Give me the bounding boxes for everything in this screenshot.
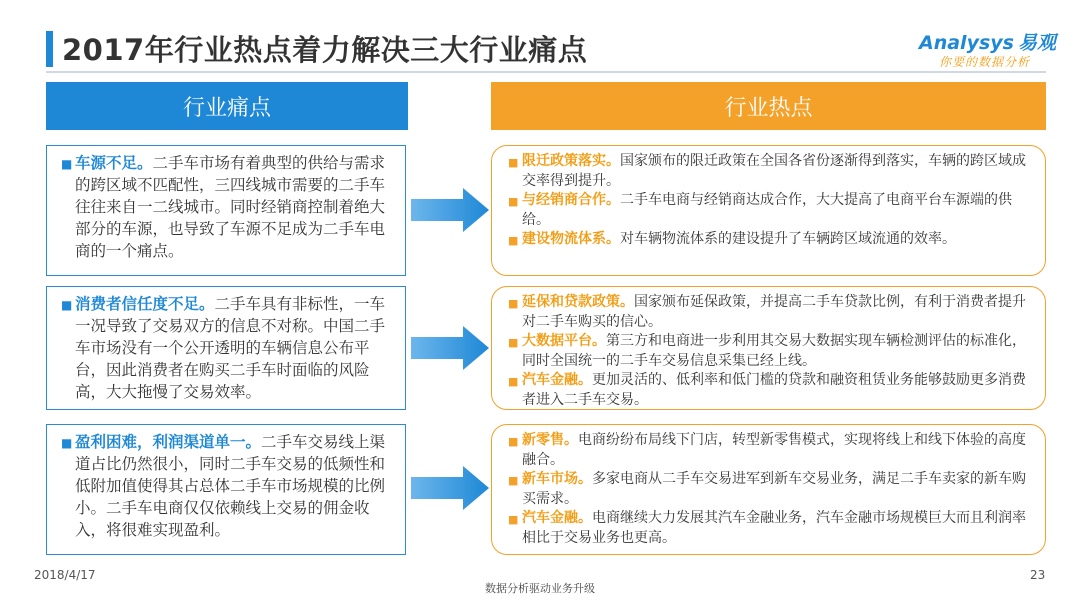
- square-bullet-icon: ■: [508, 234, 519, 247]
- square-bullet-icon: ■: [508, 474, 519, 487]
- square-bullet-icon: ■: [508, 435, 519, 448]
- square-bullet-icon: ■: [508, 375, 519, 388]
- hot-spot-text: 电商继续大力发展其汽车金融业务，汽车金融市场规模巨大而且利润率相比于交易业务也更高。: [522, 510, 1026, 546]
- title-divider: [46, 71, 1046, 73]
- pain-point-text: 二手车市场有着典型的供给与需求的跨区域不匹配性，三四线城市需要的二手车往往来自一二线城市。同时经销商控制着绝大部分的车源，也导致了车源不足成为二手车电商的一个痛点。: [75, 154, 386, 260]
- hot-spot-head: 新零售。: [522, 432, 578, 448]
- hot-spot-item: [508, 152, 1033, 191]
- hot-spot-item: [508, 191, 1033, 230]
- hot-spot-box-2: [491, 286, 1046, 410]
- right-arrow-icon: [411, 466, 489, 510]
- hot-spot-item: [508, 431, 1033, 470]
- page-title: 2017年行业热点着力解决三大行业痛点: [62, 33, 588, 67]
- hot-spot-text: 国家颁布的限迁政策在全国各省份逐渐得到落实，车辆的跨区域成交率得到提升。: [522, 153, 1026, 189]
- pain-point-text: 二手车具有非标性，一车一况导致了交易双方的信息不对称。中国二手车市场没有一个公开透明的车辆信息公布平台，因此消费者在购买二手车时面临的风险高，大大拖慢了交易效率。: [75, 295, 386, 401]
- hot-spot-item: [508, 371, 1033, 410]
- logo-brand-cn: 易观: [1017, 32, 1056, 54]
- pain-point-box-2: [46, 286, 406, 410]
- square-bullet-icon: ■: [508, 195, 519, 208]
- hot-spot-item: [508, 470, 1033, 509]
- square-bullet-icon: ■: [508, 336, 519, 349]
- hot-spot-head: 延保和贷款政策。: [522, 294, 634, 310]
- hot-spot-item: [508, 230, 1033, 251]
- hot-spot-text: 二手车电商与经销商达成合作，大大提高了电商平台车源端的供给。: [522, 192, 1012, 228]
- hot-spot-text: 对车辆物流体系的建设提升了车辆跨区域流通的效率。: [620, 231, 956, 247]
- hot-spot-text: 第三方和电商进一步利用其交易大数据实现车辆检测评估的标准化，同时全国统一的二手车交易信息采集已经上线。: [522, 333, 1026, 369]
- hot-spot-text: 更加灵活的、低利率和低门槛的贷款和融资租赁业务能够鼓励更多消费者进入二手车交易。: [522, 372, 1026, 408]
- pain-point-box-3: [46, 424, 406, 555]
- page-number: 23: [1030, 568, 1046, 582]
- pain-points-header: 行业痛点: [46, 82, 408, 130]
- title-accent-bar: [46, 31, 53, 67]
- square-bullet-icon: ■: [61, 298, 73, 312]
- analysys-logo: [919, 28, 1059, 72]
- pain-point-head: 车源不足。: [75, 154, 153, 172]
- logo-brand-en: Analysys: [919, 32, 1014, 54]
- hot-spot-head: 限迁政策落实。: [522, 153, 620, 169]
- square-bullet-icon: ■: [508, 513, 519, 526]
- pain-point-text: 二手车交易线上渠道占比仍然很小，同时二手车交易的低频性和低附加值使得其占总体二手车市场规模的比例小。二手车电商仅仅依赖线上交易的佣金收入，将很难实现盈利。: [75, 433, 386, 539]
- hot-spot-text: 国家颁布延保政策，并提高二手车贷款比例，有利于消费者提升对二手车购买的信心。: [522, 294, 1026, 330]
- right-arrow-icon: [411, 188, 489, 232]
- hot-spot-text: 多家电商从二手车交易进军到新车交易业务，满足二手车卖家的新车购买需求。: [522, 471, 1026, 507]
- hot-spot-head: 汽车金融。: [522, 372, 592, 388]
- hot-spot-item: [508, 509, 1033, 548]
- hot-spot-text: 电商纷纷布局线下门店，转型新零售模式，实现将线上和线下体验的高度融合。: [522, 432, 1026, 468]
- hot-spot-box-3: [491, 424, 1046, 555]
- hot-spot-box-1: [491, 145, 1046, 276]
- logo-slogan: 你要的数据分析: [939, 55, 1031, 69]
- pain-point-head: 消费者信任度不足。: [75, 295, 215, 313]
- hot-spots-header: 行业热点: [491, 82, 1046, 130]
- hot-spot-head: 新车市场。: [522, 471, 592, 487]
- footer-date: 2018/4/17: [34, 568, 96, 582]
- footer-slogan: 数据分析驱动业务升级: [485, 582, 595, 595]
- hot-spot-item: [508, 293, 1033, 332]
- square-bullet-icon: ■: [508, 156, 519, 169]
- logo-brand: [919, 28, 1056, 55]
- square-bullet-icon: ■: [508, 297, 519, 310]
- right-arrow-icon: [411, 326, 489, 370]
- hot-spot-head: 汽车金融。: [522, 510, 592, 526]
- pain-point-head: 盈利困难，利润渠道单一。: [75, 433, 262, 451]
- hot-spot-item: [508, 332, 1033, 371]
- hot-spot-head: 与经销商合作。: [522, 192, 620, 208]
- square-bullet-icon: ■: [61, 157, 73, 171]
- hot-spot-head: 大数据平台。: [522, 333, 606, 349]
- square-bullet-icon: ■: [61, 436, 73, 450]
- hot-spot-head: 建设物流体系。: [522, 231, 620, 247]
- pain-point-box-1: [46, 145, 406, 276]
